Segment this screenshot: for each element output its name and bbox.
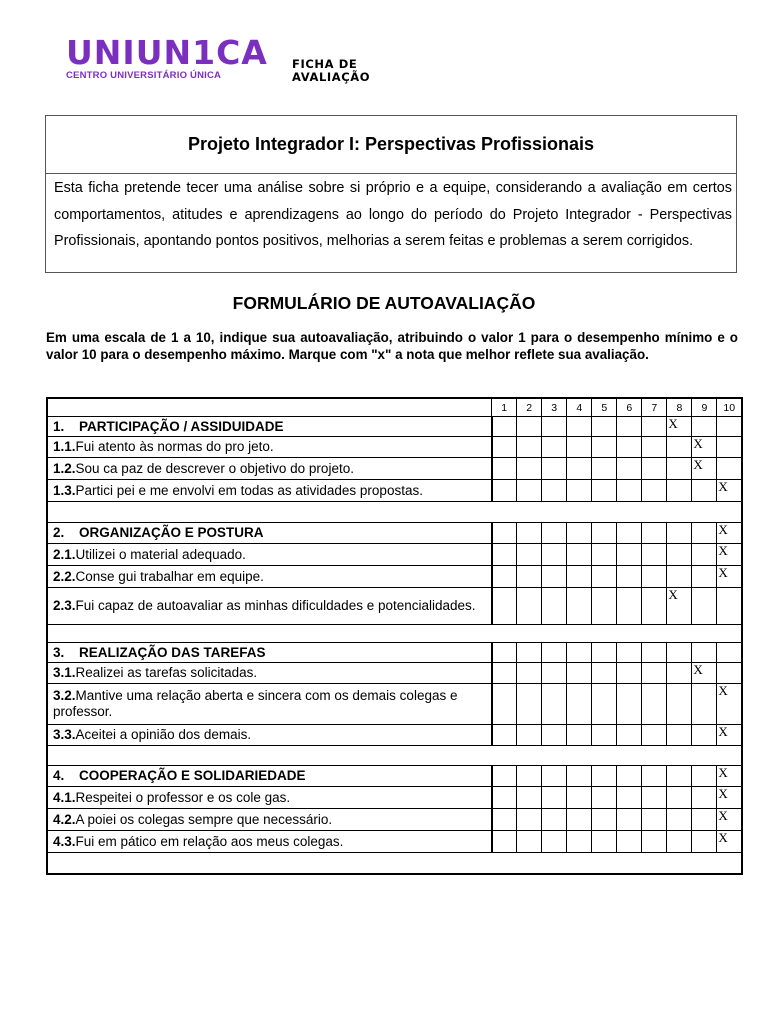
score-cell-5[interactable] bbox=[592, 566, 617, 588]
score-cell-4[interactable] bbox=[567, 588, 592, 625]
score-cell-6[interactable] bbox=[617, 831, 642, 853]
spacer-cell bbox=[47, 746, 742, 766]
scale-header-7: 7 bbox=[642, 398, 667, 417]
score-cell-7[interactable] bbox=[642, 663, 667, 684]
item-text: Fui atento às normas do pro jeto. bbox=[75, 439, 274, 454]
logo-wordmark: UNIUN1CA bbox=[66, 33, 268, 72]
score-cell-10[interactable] bbox=[717, 725, 742, 746]
score-cell-9[interactable] bbox=[692, 831, 717, 853]
item-number: 4.1. bbox=[53, 789, 76, 805]
score-cell-10[interactable] bbox=[717, 566, 742, 588]
score-cell-3[interactable] bbox=[542, 809, 567, 831]
score-cell-4[interactable] bbox=[567, 480, 592, 502]
score-cell-9[interactable] bbox=[692, 480, 717, 502]
score-cell-10[interactable] bbox=[717, 523, 742, 544]
item-number: 4.2. bbox=[53, 811, 76, 827]
score-cell-7[interactable] bbox=[642, 437, 667, 458]
scale-header-6: 6 bbox=[617, 398, 642, 417]
score-cell-8[interactable] bbox=[667, 725, 692, 746]
item-text-cell bbox=[47, 544, 492, 566]
item-text: Partici pei e me envolvi em todas as atividades propostas. bbox=[75, 482, 423, 498]
score-cell-2[interactable] bbox=[517, 725, 542, 746]
logo-subtitle: CENTRO UNIVERSITÁRIO ÚNICA bbox=[66, 70, 222, 81]
item-number: 3.3. bbox=[53, 727, 76, 742]
score-cell-4[interactable] bbox=[567, 787, 592, 809]
x-mark: X bbox=[718, 683, 728, 698]
score-cell-8[interactable] bbox=[667, 663, 692, 684]
section-number: 3. bbox=[53, 644, 65, 660]
item-text: Fui em pático em relação aos meus colegas. bbox=[75, 833, 344, 849]
score-cell-8[interactable] bbox=[667, 523, 692, 544]
score-cell-7[interactable] bbox=[642, 643, 667, 663]
score-cell-2[interactable] bbox=[517, 831, 542, 853]
score-cell-7[interactable] bbox=[642, 831, 667, 853]
score-cell-1[interactable] bbox=[492, 663, 517, 684]
item-text-cell bbox=[47, 787, 492, 809]
intro-box bbox=[45, 115, 737, 273]
score-cell-1[interactable] bbox=[492, 566, 517, 588]
score-cell-4[interactable] bbox=[567, 417, 592, 437]
score-cell-10[interactable] bbox=[717, 417, 742, 437]
x-mark: X bbox=[668, 587, 678, 602]
score-cell-1[interactable] bbox=[492, 544, 517, 566]
score-cell-7[interactable] bbox=[642, 417, 667, 437]
x-mark: X bbox=[718, 808, 728, 823]
score-cell-5[interactable] bbox=[592, 588, 617, 625]
item-number: 1.1. bbox=[53, 439, 76, 454]
item-row bbox=[47, 663, 742, 684]
score-cell-6[interactable] bbox=[617, 787, 642, 809]
x-mark: X bbox=[693, 436, 703, 451]
score-cell-5[interactable] bbox=[592, 787, 617, 809]
score-cell-2[interactable] bbox=[517, 566, 542, 588]
score-cell-1[interactable] bbox=[492, 787, 517, 809]
x-mark: X bbox=[718, 543, 728, 558]
score-cell-10[interactable] bbox=[717, 787, 742, 809]
item-text: A poiei os colegas sempre que necessário. bbox=[75, 811, 333, 827]
score-cell-10[interactable] bbox=[717, 809, 742, 831]
score-cell-5[interactable] bbox=[592, 663, 617, 684]
spacer-row bbox=[47, 502, 742, 523]
section-number: 4. bbox=[53, 768, 65, 783]
score-cell-3[interactable] bbox=[542, 566, 567, 588]
score-cell-10[interactable] bbox=[717, 766, 742, 787]
item-number: 1.2. bbox=[53, 460, 76, 476]
score-cell-4[interactable] bbox=[567, 766, 592, 787]
item-row bbox=[47, 566, 742, 588]
score-cell-9[interactable] bbox=[692, 809, 717, 831]
score-cell-6[interactable] bbox=[617, 766, 642, 787]
x-mark: X bbox=[718, 830, 728, 845]
score-cell-6[interactable] bbox=[617, 523, 642, 544]
score-cell-10[interactable] bbox=[717, 480, 742, 502]
item-number: 3.1. bbox=[53, 665, 76, 680]
spacer-row bbox=[47, 746, 742, 766]
score-cell-6[interactable] bbox=[617, 663, 642, 684]
item-row bbox=[47, 480, 742, 502]
score-cell-7[interactable] bbox=[642, 684, 667, 725]
score-cell-2[interactable] bbox=[517, 480, 542, 502]
score-cell-7[interactable] bbox=[642, 458, 667, 480]
score-cell-4[interactable] bbox=[567, 523, 592, 544]
scale-header-5: 5 bbox=[592, 398, 617, 417]
score-cell-6[interactable] bbox=[617, 480, 642, 502]
scale-header-blank bbox=[47, 398, 492, 417]
item-text: Sou ca paz de descrever o objetivo do projeto. bbox=[75, 460, 354, 476]
item-text-cell bbox=[47, 437, 492, 458]
score-cell-10[interactable] bbox=[717, 458, 742, 480]
score-cell-10[interactable] bbox=[717, 437, 742, 458]
score-cell-8[interactable] bbox=[667, 566, 692, 588]
section-row bbox=[47, 523, 742, 544]
scale-header-9: 9 bbox=[692, 398, 717, 417]
form-label bbox=[292, 58, 370, 83]
score-cell-10[interactable] bbox=[717, 831, 742, 853]
x-mark: X bbox=[718, 565, 728, 580]
score-cell-4[interactable] bbox=[567, 809, 592, 831]
score-cell-7[interactable] bbox=[642, 480, 667, 502]
score-cell-6[interactable] bbox=[617, 684, 642, 725]
item-row bbox=[47, 725, 742, 746]
score-cell-5[interactable] bbox=[592, 458, 617, 480]
score-cell-3[interactable] bbox=[542, 480, 567, 502]
score-cell-4[interactable] bbox=[567, 725, 592, 746]
section-title: ORGANIZAÇÃO E POSTURA bbox=[79, 525, 264, 540]
score-cell-4[interactable] bbox=[567, 566, 592, 588]
item-text-cell bbox=[47, 725, 492, 746]
scale-header-1: 1 bbox=[492, 398, 517, 417]
score-cell-8[interactable] bbox=[667, 588, 692, 625]
scale-header-8: 8 bbox=[667, 398, 692, 417]
section-number: 1. bbox=[53, 418, 65, 434]
score-cell-8[interactable] bbox=[667, 766, 692, 787]
score-cell-9[interactable] bbox=[692, 766, 717, 787]
spacer-cell bbox=[47, 625, 742, 643]
score-cell-6[interactable] bbox=[617, 643, 642, 663]
spacer-row bbox=[47, 853, 742, 875]
item-row bbox=[47, 831, 742, 853]
score-cell-10[interactable] bbox=[717, 588, 742, 625]
score-cell-3[interactable] bbox=[542, 684, 567, 725]
score-cell-9[interactable] bbox=[692, 725, 717, 746]
university-logo bbox=[66, 33, 268, 81]
item-text: Respeitei o professor e os cole gas. bbox=[75, 789, 291, 805]
score-cell-2[interactable] bbox=[517, 417, 542, 437]
score-cell-4[interactable] bbox=[567, 437, 592, 458]
score-cell-5[interactable] bbox=[592, 544, 617, 566]
score-cell-2[interactable] bbox=[517, 766, 542, 787]
scale-header-10: 10 bbox=[717, 398, 742, 417]
score-cell-2[interactable] bbox=[517, 684, 542, 725]
item-text-cell bbox=[47, 684, 492, 725]
score-cell-1[interactable] bbox=[492, 809, 517, 831]
x-mark: X bbox=[718, 786, 728, 801]
score-cell-5[interactable] bbox=[592, 766, 617, 787]
score-cell-8[interactable] bbox=[667, 643, 692, 663]
item-number: 2.1. bbox=[53, 546, 76, 562]
evaluation-table bbox=[46, 397, 743, 875]
scale-header-4: 4 bbox=[567, 398, 592, 417]
score-cell-7[interactable] bbox=[642, 766, 667, 787]
score-cell-3[interactable] bbox=[542, 437, 567, 458]
x-mark: X bbox=[668, 416, 678, 431]
score-cell-2[interactable] bbox=[517, 643, 542, 663]
item-row bbox=[47, 437, 742, 458]
section-row bbox=[47, 643, 742, 663]
item-text: Mantive uma relação aberta e sincera com os demais colegas e professor. bbox=[53, 688, 458, 719]
score-cell-9[interactable] bbox=[692, 643, 717, 663]
score-cell-9[interactable] bbox=[692, 663, 717, 684]
item-text: Fui capaz de autoavaliar as minhas dificuldades e potencialidades. bbox=[75, 598, 476, 613]
score-cell-6[interactable] bbox=[617, 809, 642, 831]
score-cell-2[interactable] bbox=[517, 663, 542, 684]
section-title-cell bbox=[47, 643, 492, 663]
spacer-cell bbox=[47, 502, 742, 523]
score-cell-1[interactable] bbox=[492, 643, 517, 663]
score-cell-5[interactable] bbox=[592, 437, 617, 458]
scale-header-row bbox=[47, 398, 742, 417]
score-cell-8[interactable] bbox=[667, 684, 692, 725]
score-cell-5[interactable] bbox=[592, 417, 617, 437]
score-cell-9[interactable] bbox=[692, 588, 717, 625]
item-text-cell bbox=[47, 480, 492, 502]
score-cell-9[interactable] bbox=[692, 523, 717, 544]
item-text-cell bbox=[47, 566, 492, 588]
form-instructions: Em uma escala de 1 a 10, indique sua autoavaliação, atribuindo o valor 1 para o desempenho mínimo e o valor 10 para o desempenho máximo. Marque com "x" a nota que melhor reflete sua avaliação. bbox=[46, 330, 738, 362]
form-label-line2: AVALIAÇÃO bbox=[292, 69, 371, 84]
item-row bbox=[47, 588, 742, 625]
score-cell-3[interactable] bbox=[542, 458, 567, 480]
score-cell-3[interactable] bbox=[542, 766, 567, 787]
x-mark: X bbox=[718, 479, 728, 494]
score-cell-4[interactable] bbox=[567, 663, 592, 684]
item-row bbox=[47, 544, 742, 566]
score-cell-9[interactable] bbox=[692, 787, 717, 809]
score-cell-7[interactable] bbox=[642, 544, 667, 566]
score-cell-5[interactable] bbox=[592, 480, 617, 502]
form-title: FORMULÁRIO DE AUTOAVALIAÇÃO bbox=[232, 293, 536, 313]
score-cell-9[interactable] bbox=[692, 458, 717, 480]
score-cell-7[interactable] bbox=[642, 523, 667, 544]
item-number: 4.3. bbox=[53, 833, 76, 849]
item-text-cell bbox=[47, 458, 492, 480]
score-cell-10[interactable] bbox=[717, 643, 742, 663]
score-cell-7[interactable] bbox=[642, 809, 667, 831]
form-label-line1: FICHA DE bbox=[292, 57, 358, 71]
section-number: 2. bbox=[53, 525, 65, 540]
score-cell-1[interactable] bbox=[492, 437, 517, 458]
score-cell-5[interactable] bbox=[592, 809, 617, 831]
score-cell-7[interactable] bbox=[642, 787, 667, 809]
score-cell-5[interactable] bbox=[592, 684, 617, 725]
x-mark: X bbox=[693, 457, 703, 472]
score-cell-4[interactable] bbox=[567, 643, 592, 663]
score-cell-6[interactable] bbox=[617, 588, 642, 625]
score-cell-8[interactable] bbox=[667, 831, 692, 853]
score-cell-3[interactable] bbox=[542, 725, 567, 746]
item-text: Conse gui trabalhar em equipe. bbox=[75, 568, 264, 584]
score-cell-4[interactable] bbox=[567, 544, 592, 566]
score-cell-8[interactable] bbox=[667, 809, 692, 831]
scale-header-2: 2 bbox=[517, 398, 542, 417]
score-cell-10[interactable] bbox=[717, 663, 742, 684]
score-cell-6[interactable] bbox=[617, 566, 642, 588]
score-cell-8[interactable] bbox=[667, 458, 692, 480]
x-mark: X bbox=[693, 662, 703, 677]
score-cell-1[interactable] bbox=[492, 458, 517, 480]
spacer-cell bbox=[47, 853, 742, 875]
item-row bbox=[47, 684, 742, 725]
item-text: Realizei as tarefas solicitadas. bbox=[75, 665, 258, 680]
score-cell-3[interactable] bbox=[542, 417, 567, 437]
score-cell-3[interactable] bbox=[542, 544, 567, 566]
score-cell-8[interactable] bbox=[667, 544, 692, 566]
score-cell-3[interactable] bbox=[542, 523, 567, 544]
section-row bbox=[47, 417, 742, 437]
item-text: Aceitei a opinião dos demais. bbox=[75, 727, 252, 742]
item-text-cell bbox=[47, 809, 492, 831]
section-title-cell bbox=[47, 523, 492, 544]
score-cell-1[interactable] bbox=[492, 588, 517, 625]
score-cell-8[interactable] bbox=[667, 480, 692, 502]
score-cell-9[interactable] bbox=[692, 566, 717, 588]
item-text-cell bbox=[47, 831, 492, 853]
score-cell-6[interactable] bbox=[617, 458, 642, 480]
score-cell-5[interactable] bbox=[592, 643, 617, 663]
section-title-cell bbox=[47, 417, 492, 437]
item-number: 2.3. bbox=[53, 598, 76, 613]
section-title: PARTICIPAÇÃO / ASSIDUIDADE bbox=[79, 418, 284, 434]
score-cell-8[interactable] bbox=[667, 417, 692, 437]
score-cell-1[interactable] bbox=[492, 480, 517, 502]
item-text: Utilizei o material adequado. bbox=[75, 546, 246, 562]
score-cell-8[interactable] bbox=[667, 787, 692, 809]
score-cell-1[interactable] bbox=[492, 725, 517, 746]
score-cell-5[interactable] bbox=[592, 725, 617, 746]
score-cell-8[interactable] bbox=[667, 437, 692, 458]
item-number: 3.2. bbox=[53, 688, 76, 703]
score-cell-9[interactable] bbox=[692, 544, 717, 566]
item-number: 1.3. bbox=[53, 482, 76, 498]
score-cell-5[interactable] bbox=[592, 523, 617, 544]
item-number: 2.2. bbox=[53, 568, 76, 584]
item-row bbox=[47, 809, 742, 831]
section-row bbox=[47, 766, 742, 787]
score-cell-1[interactable] bbox=[492, 523, 517, 544]
score-cell-5[interactable] bbox=[592, 831, 617, 853]
score-cell-2[interactable] bbox=[517, 523, 542, 544]
intro-title: Projeto Integrador I: Perspectivas Profissionais bbox=[46, 116, 736, 174]
score-cell-6[interactable] bbox=[617, 437, 642, 458]
x-mark: X bbox=[718, 765, 728, 780]
score-cell-3[interactable] bbox=[542, 831, 567, 853]
score-cell-2[interactable] bbox=[517, 437, 542, 458]
score-cell-1[interactable] bbox=[492, 684, 517, 725]
item-text-cell bbox=[47, 588, 492, 625]
x-mark: X bbox=[718, 724, 728, 739]
spacer-row bbox=[47, 625, 742, 643]
score-cell-4[interactable] bbox=[567, 684, 592, 725]
score-cell-9[interactable] bbox=[692, 684, 717, 725]
score-cell-2[interactable] bbox=[517, 809, 542, 831]
x-mark: X bbox=[718, 522, 728, 537]
score-cell-1[interactable] bbox=[492, 766, 517, 787]
score-cell-1[interactable] bbox=[492, 831, 517, 853]
score-cell-4[interactable] bbox=[567, 458, 592, 480]
score-cell-2[interactable] bbox=[517, 787, 542, 809]
score-cell-3[interactable] bbox=[542, 588, 567, 625]
score-cell-6[interactable] bbox=[617, 725, 642, 746]
score-cell-9[interactable] bbox=[692, 417, 717, 437]
score-cell-7[interactable] bbox=[642, 725, 667, 746]
score-cell-10[interactable] bbox=[717, 684, 742, 725]
score-cell-7[interactable] bbox=[642, 566, 667, 588]
score-cell-2[interactable] bbox=[517, 588, 542, 625]
item-row bbox=[47, 458, 742, 480]
score-cell-3[interactable] bbox=[542, 643, 567, 663]
score-cell-3[interactable] bbox=[542, 787, 567, 809]
item-text-cell bbox=[47, 663, 492, 684]
section-title: COOPERAÇÃO E SOLIDARIEDADE bbox=[79, 768, 306, 783]
section-title: REALIZAÇÃO DAS TAREFAS bbox=[79, 644, 266, 660]
score-cell-2[interactable] bbox=[517, 544, 542, 566]
scale-header-3: 3 bbox=[542, 398, 567, 417]
intro-text: Esta ficha pretende tecer uma análise sobre si próprio e a equipe, considerando a avaliação em certos comportamentos, atitudes e aprendizagens ao longo do período do Projeto Integrador - Perspectivas Profissionais, apontando pontos positivos, melhorias a serem feitas e problemas a serem corrigidos. bbox=[54, 180, 732, 249]
section-title-cell bbox=[47, 766, 492, 787]
score-cell-2[interactable] bbox=[517, 458, 542, 480]
score-cell-6[interactable] bbox=[617, 544, 642, 566]
score-cell-9[interactable] bbox=[692, 437, 717, 458]
score-cell-7[interactable] bbox=[642, 588, 667, 625]
score-cell-1[interactable] bbox=[492, 417, 517, 437]
score-cell-6[interactable] bbox=[617, 417, 642, 437]
score-cell-10[interactable] bbox=[717, 544, 742, 566]
score-cell-4[interactable] bbox=[567, 831, 592, 853]
item-row bbox=[47, 787, 742, 809]
score-cell-3[interactable] bbox=[542, 663, 567, 684]
